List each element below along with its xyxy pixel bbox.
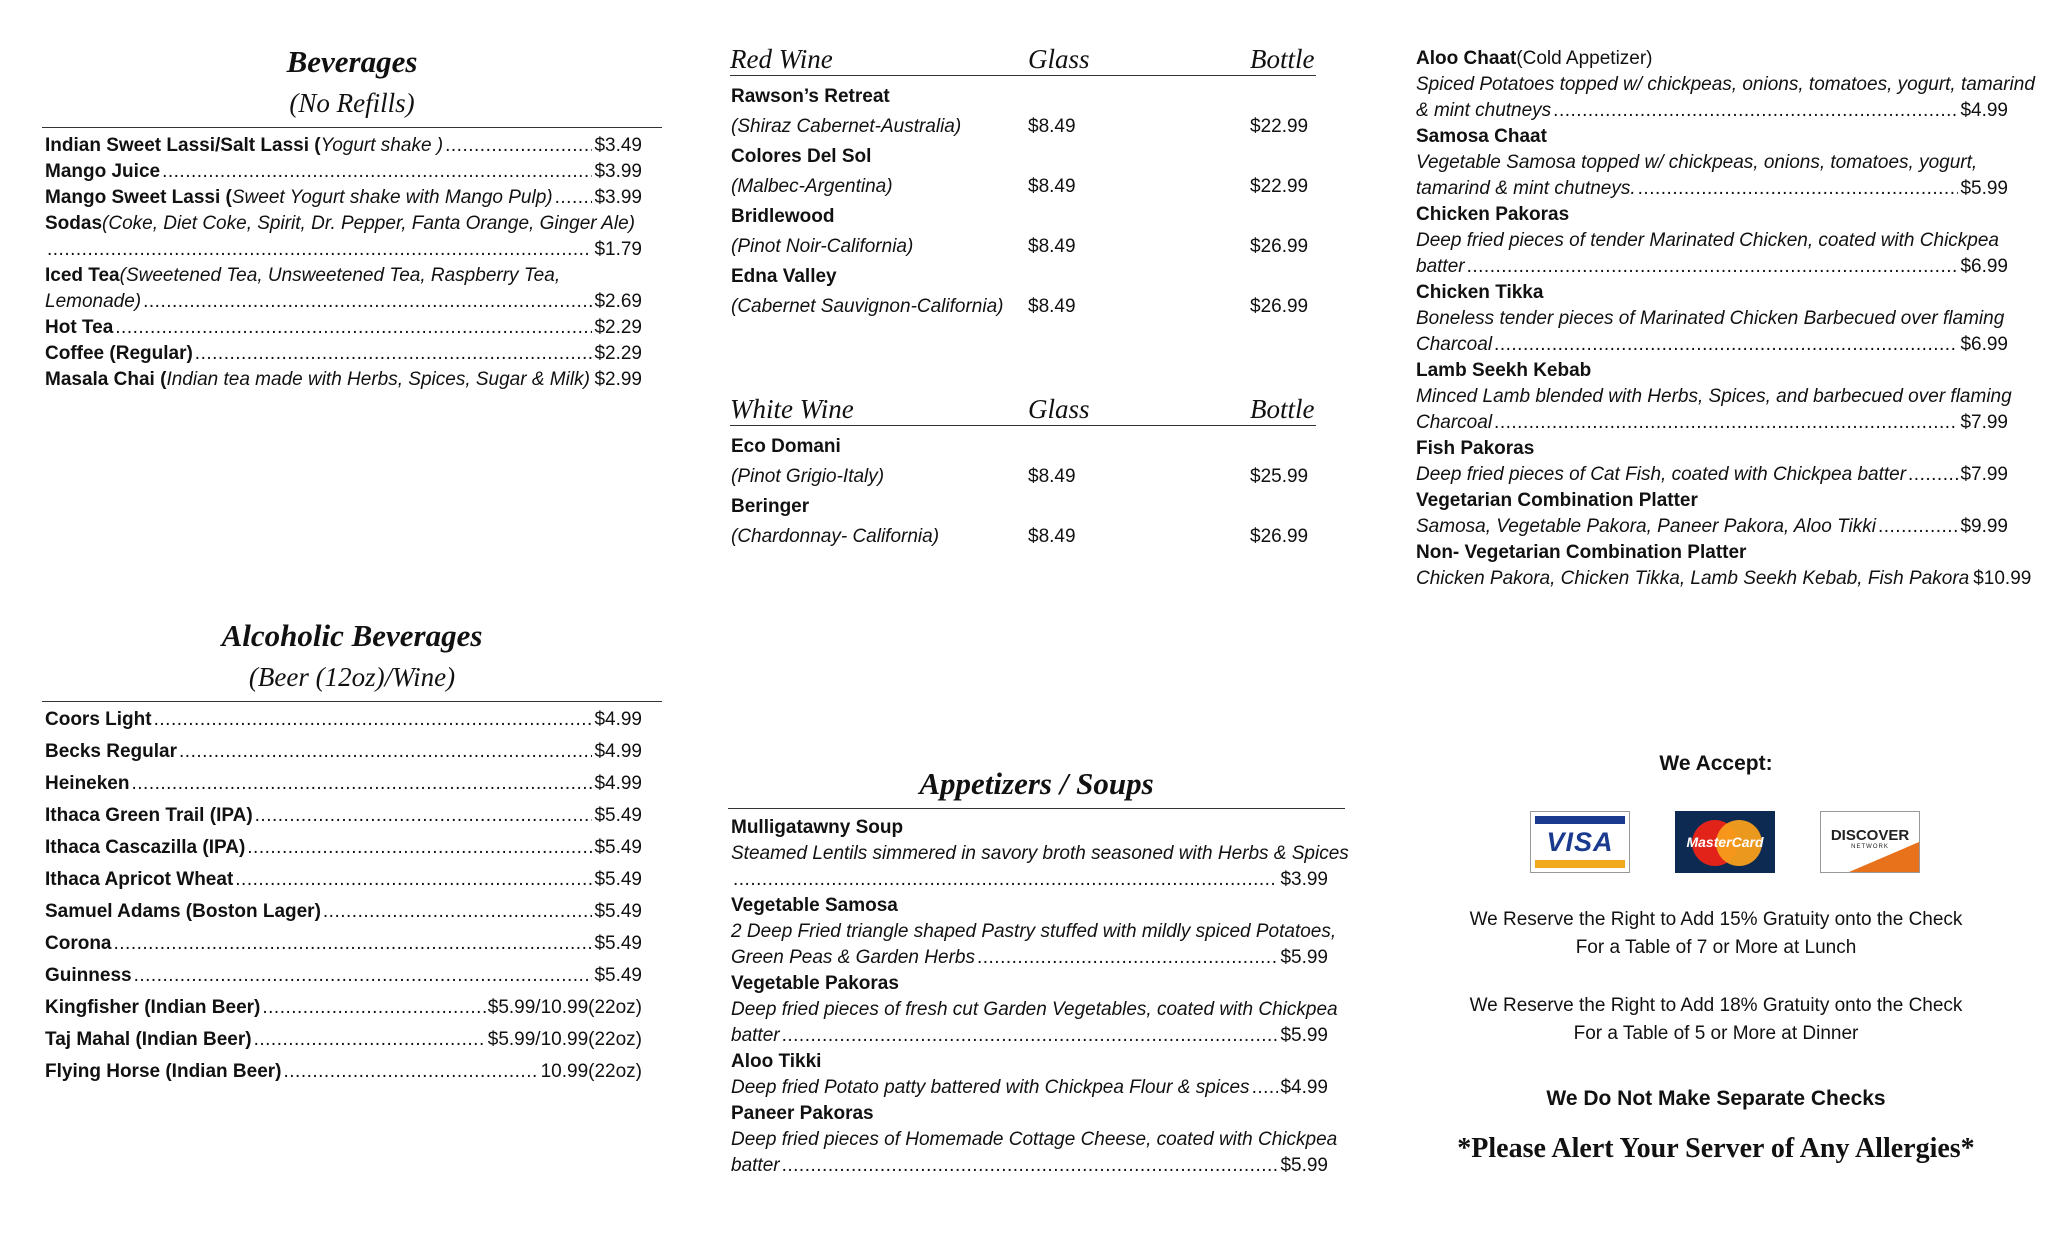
appetizer-name: Fish Pakoras	[1416, 438, 1535, 459]
wine-description: (Chardonnay- California)	[731, 526, 940, 547]
beer-item	[45, 963, 642, 989]
beer-item	[45, 771, 642, 797]
appetizers-title: Appetizers / Soups	[919, 766, 1154, 801]
red-wine-glass-header: Glass	[1028, 44, 1090, 74]
menu-item: Sodas (Coke, Diet Coke, Spirit, Dr. Pepper, Fanta Orange, Ginger Ale)	[45, 213, 635, 234]
alcoholic-rule	[42, 701, 662, 702]
appetizer-price-line: tamarind & mint chutneys. ..... $5.99	[1416, 176, 2008, 202]
beverages-rule	[42, 127, 662, 128]
beverages-subtitle: (No Refills)	[289, 88, 415, 118]
visa-label: VISA	[1546, 826, 1614, 857]
red-wine-rule	[730, 75, 1316, 76]
menu-item: Mango Sweet Lassi ( Sweet Yogurt shake with Mango Pulp) ..... $3.99	[45, 185, 642, 211]
gratuity-dinner-line2: For a Table of 5 or More at Dinner	[1573, 1023, 1859, 1044]
menu-item: Iced Tea (Sweetened Tea, Unsweetened Tea, Raspberry Tea,	[45, 265, 561, 286]
wine-name: Eco Domani	[731, 436, 841, 457]
beer-item	[45, 1059, 642, 1085]
beer-name: Flying Horse (Indian Beer)	[45, 1061, 282, 1082]
wine-description: (Pinot Grigio-Italy)	[731, 466, 885, 487]
beer-name: Heineken	[45, 773, 130, 794]
appetizer-desc: Spiced Potatoes topped w/ chickpeas, onions, tomatoes, yogurt, tamarind	[1416, 74, 2035, 95]
wine-bottle-price: $25.99	[1250, 466, 1309, 487]
discover-label: DISCOVER	[1830, 826, 1910, 844]
menu-item: Indian Sweet Lassi/Salt Lassi ( Yogurt shake ) ..... $3.49	[45, 133, 642, 159]
alcoholic-title: Alcoholic Beverages	[221, 618, 483, 653]
white-wine-title: White Wine	[730, 394, 854, 424]
beer-item	[45, 995, 642, 1021]
no-separate-checks: We Do Not Make Separate Checks	[1546, 1087, 1886, 1110]
appetizer-name: Vegetarian Combination Platter	[1416, 490, 1698, 511]
we-accept-title: We Accept:	[1659, 752, 1773, 775]
appetizers-rule	[728, 808, 1345, 809]
appetizer-price-line: Deep fried Potato patty battered with Chickpea Flour & spices ..... $4.99	[731, 1075, 1328, 1101]
gratuity-dinner-line1: We Reserve the Right to Add 18% Gratuity onto the Check	[1469, 995, 1963, 1016]
wine-glass-price: $8.49	[1028, 176, 1076, 197]
red-wine-title: Red Wine	[730, 44, 833, 74]
appetizer-name: Samosa Chaat	[1416, 126, 1547, 147]
wine-description: (Malbec-Argentina)	[731, 176, 893, 197]
appetizer-desc: Deep fried pieces of fresh cut Garden Vegetables, coated with Chickpea	[731, 999, 1338, 1020]
beer-item	[45, 739, 642, 765]
appetizer-name: Aloo Chaat (Cold Appetizer)	[1416, 48, 1653, 69]
appetizer-name: Chicken Tikka	[1416, 282, 1544, 303]
appetizer-price-line: Samosa, Vegetable Pakora, Paneer Pakora, Aloo Tikki ..... $9.99	[1416, 514, 2008, 540]
red-wine-bottle-header: Bottle	[1250, 44, 1315, 74]
appetizer-price-line: batter ..... $5.99	[731, 1153, 1328, 1179]
appetizer-desc: Boneless tender pieces of Marinated Chicken Barbecued over flaming	[1416, 308, 2005, 329]
appetizer-price-line: Charcoal ..... $6.99	[1416, 332, 2008, 358]
wine-name: Colores Del Sol	[731, 146, 872, 167]
beer-price: $5.49	[594, 901, 642, 922]
appetizer-name: Vegetable Pakoras	[731, 973, 899, 994]
appetizer-desc: Minced Lamb blended with Herbs, Spices, and barbecued over flaming	[1416, 386, 2012, 407]
beer-name: Kingfisher (Indian Beer)	[45, 997, 261, 1018]
appetizer-desc: Steamed Lentils simmered in savory broth seasoned with Herbs & Spices	[731, 843, 1349, 864]
wine-name: Edna Valley	[731, 266, 837, 287]
beer-price: $5.49	[594, 805, 642, 826]
menu-item: Hot Tea ..... $2.29	[45, 315, 642, 341]
menu-item: Masala Chai ( Indian tea made with Herbs, Spices, Sugar & Milk) ..... $2.99	[45, 367, 642, 393]
beer-price: $5.49	[594, 837, 642, 858]
appetizer-name: Mulligatawny Soup	[731, 817, 904, 838]
appetizer-name: Non- Vegetarian Combination Platter	[1416, 542, 1747, 563]
appetizer-desc: 2 Deep Fried triangle shaped Pastry stuffed with mildly spiced Potatoes,	[731, 921, 1337, 942]
visa-card-icon	[1530, 811, 1630, 873]
discover-card-icon	[1820, 811, 1920, 873]
beer-name: Guinness	[45, 965, 132, 986]
wine-bottle-price: $22.99	[1250, 116, 1309, 137]
wine-description: (Pinot Noir-California)	[731, 236, 914, 257]
appetizer-price-line: Charcoal ..... $7.99	[1416, 410, 2008, 436]
beverages-title: Beverages	[286, 44, 418, 79]
beer-item	[45, 931, 642, 957]
appetizer-desc: Deep fried pieces of tender Marinated Chicken, coated with Chickpea	[1416, 230, 1999, 251]
beer-price: $5.49	[594, 965, 642, 986]
alcoholic-subtitle: (Beer (12oz)/Wine)	[248, 662, 456, 692]
white-wine-bottle-header: Bottle	[1250, 394, 1315, 424]
appetizer-name: Aloo Tikki	[731, 1051, 822, 1072]
wine-glass-price: $8.49	[1028, 236, 1076, 257]
beer-name: Ithaca Cascazilla (IPA)	[45, 837, 246, 858]
wine-glass-price: $8.49	[1028, 466, 1076, 487]
beer-price: $4.99	[594, 709, 642, 730]
appetizer-name: Paneer Pakoras	[731, 1103, 874, 1124]
beer-price: $5.49	[594, 933, 642, 954]
appetizer-name: Chicken Pakoras	[1416, 204, 1570, 225]
beer-name: Coors Light	[45, 709, 152, 730]
appetizer-desc: Vegetable Samosa topped w/ chickpeas, onions, tomatoes, yogurt,	[1416, 152, 1978, 173]
beer-name: Becks Regular	[45, 741, 178, 762]
beer-item	[45, 867, 642, 893]
wine-glass-price: $8.49	[1028, 296, 1076, 317]
menu-item: Mango Juice ..... $3.99	[45, 159, 642, 185]
appetizer-price-line: Chicken Pakora, Chicken Tikka, Lamb Seekh Kebab, Fish Pakora $10.99	[1416, 568, 2032, 589]
beer-name: Corona	[45, 933, 112, 954]
wine-name: Beringer	[731, 496, 810, 517]
beer-name: Ithaca Apricot Wheat	[45, 869, 234, 890]
appetizer-price-line: batter ..... $6.99	[1416, 254, 2008, 280]
wine-description: (Cabernet Sauvignon-California)	[731, 296, 1004, 317]
wine-bottle-price: $26.99	[1250, 526, 1309, 547]
beer-item	[45, 899, 642, 925]
beer-name: Ithaca Green Trail (IPA)	[45, 805, 253, 826]
menu-item: Coffee (Regular) ..... $2.29	[45, 341, 642, 367]
mastercard-icon	[1675, 811, 1775, 873]
appetizer-price-line: ..... $3.99	[731, 867, 1328, 893]
wine-bottle-price: $26.99	[1250, 296, 1309, 317]
gratuity-lunch-line2: For a Table of 7 or More at Lunch	[1575, 937, 1857, 958]
wine-bottle-price: $22.99	[1250, 176, 1309, 197]
beer-name: Samuel Adams (Boston Lager)	[45, 901, 321, 922]
appetizer-price-line: & mint chutneys ..... $4.99	[1416, 98, 2008, 124]
gratuity-lunch-line1: We Reserve the Right to Add 15% Gratuity onto the Check	[1469, 909, 1963, 930]
beer-price: $4.99	[594, 773, 642, 794]
wine-glass-price: $8.49	[1028, 116, 1076, 137]
beer-price: $5.49	[594, 869, 642, 890]
appetizer-name: Vegetable Samosa	[731, 895, 898, 916]
appetizer-price-line: Green Peas & Garden Herbs ..... $5.99	[731, 945, 1328, 971]
menu-item-price-line: Lemonade) ..... $2.69	[45, 289, 642, 315]
appetizer-desc: Deep fried pieces of Homemade Cottage Cheese, coated with Chickpea	[731, 1129, 1338, 1150]
beer-item	[45, 707, 642, 733]
appetizer-price-line: Deep fried pieces of Cat Fish, coated with Chickpea batter ..... $7.99	[1416, 462, 2008, 488]
beer-price: $4.99	[594, 741, 642, 762]
beer-price: 10.99(22oz)	[540, 1061, 642, 1082]
beer-price: $5.99/10.99(22oz)	[487, 1029, 642, 1050]
wine-glass-price: $8.49	[1028, 526, 1076, 547]
white-wine-glass-header: Glass	[1028, 394, 1090, 424]
white-wine-rule	[730, 425, 1316, 426]
beer-price: $5.99/10.99(22oz)	[487, 997, 642, 1018]
mastercard-label: MasterCard	[1686, 834, 1764, 850]
wine-description: (Shiraz Cabernet-Australia)	[731, 116, 962, 137]
beer-item	[45, 1027, 642, 1053]
menu-item-price-line: ..... $1.79	[45, 237, 642, 263]
beer-item	[45, 835, 642, 861]
wine-name: Rawson’s Retreat	[731, 86, 890, 107]
wine-name: Bridlewood	[731, 206, 835, 227]
appetizer-name: Lamb Seekh Kebab	[1416, 360, 1592, 381]
allergy-notice: *Please Alert Your Server of Any Allergies*	[1457, 1133, 1975, 1164]
beer-name: Taj Mahal (Indian Beer)	[45, 1029, 252, 1050]
wine-bottle-price: $26.99	[1250, 236, 1309, 257]
discover-network-label: NETWORK	[1851, 843, 1889, 850]
appetizer-price-line: batter ..... $5.99	[731, 1023, 1328, 1049]
beer-item	[45, 803, 642, 829]
